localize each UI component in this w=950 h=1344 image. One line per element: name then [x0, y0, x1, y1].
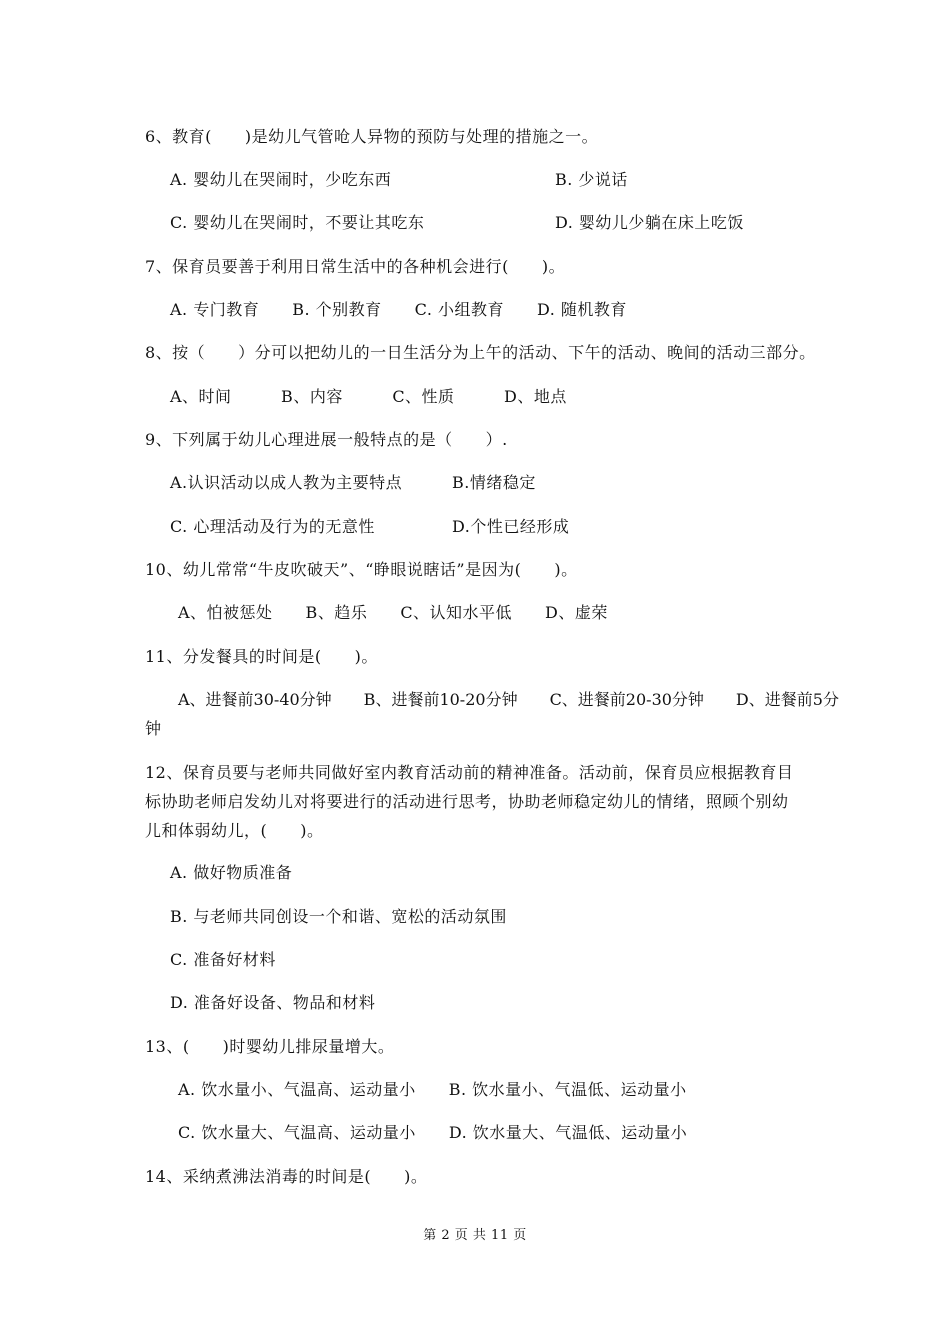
question-13-stem: 13、( )时婴幼儿排尿量增大。 — [145, 1037, 395, 1056]
question-14-stem: 14、采纳煮沸法消毒的时间是( )。 — [145, 1167, 428, 1186]
question-7-stem: 7、保育员要善于利用日常生活中的各种机会进行( )。 — [145, 257, 566, 276]
question-7-options: A. 专门教育 B. 个别教育 C. 小组教育 D. 随机教育 — [170, 300, 627, 319]
question-12-stem-line-2: 标协助老师启发幼儿对将要进行的活动进行思考，协助老师稳定幼儿的情绪，照顾个别幼 — [145, 792, 789, 811]
question-8-options: A、时间 B、内容 C、性质 D、地点 — [170, 387, 567, 406]
question-12-option-c: C. 准备好材料 — [170, 950, 276, 969]
question-9-option-d: D.个性已经形成 — [452, 517, 570, 536]
question-11-options-wrap: 钟 — [145, 719, 162, 738]
question-6-option-a: A. 婴幼儿在哭闹时，少吃东西 — [170, 170, 392, 189]
page-footer: 第 2 页 共 11 页 — [423, 1228, 527, 1243]
question-12-stem-line-3: 儿和体弱幼儿，( )。 — [145, 821, 324, 840]
question-12-option-a: A. 做好物质准备 — [170, 863, 293, 882]
question-9-option-a: A.认识活动以成人教为主要特点 — [170, 473, 403, 492]
question-6-option-d: D. 婴幼儿少躺在床上吃饭 — [555, 213, 744, 232]
question-12-option-b: B. 与老师共同创设一个和谐、宽松的活动氛围 — [170, 907, 507, 926]
question-12-option-d: D. 准备好设备、物品和材料 — [170, 993, 376, 1012]
question-12-stem-line-1: 12、保育员要与老师共同做好室内教育活动前的精神准备。活动前，保育员应根据教育目 — [145, 763, 794, 782]
question-6-option-b: B. 少说话 — [555, 170, 628, 189]
question-6-stem: 6、教育( )是幼儿气管呛人异物的预防与处理的措施之一。 — [145, 127, 599, 146]
question-11-stem: 11、分发餐具的时间是( )。 — [145, 647, 378, 666]
question-8-stem: 8、按（ ）分可以把幼儿的一日生活分为上午的活动、下午的活动、晚间的活动三部分。 — [145, 343, 816, 362]
question-9-option-c: C. 心理活动及行为的无意性 — [170, 517, 375, 536]
question-13-options-cd: C. 饮水量大、气温高、运动量小 D. 饮水量大、气温低、运动量小 — [178, 1123, 688, 1142]
question-9-stem: 9、下列属于幼儿心理进展一般特点的是（ ）. — [145, 430, 508, 449]
question-10-stem: 10、幼儿常常“牛皮吹破天”、“睁眼说瞎话”是因为( )。 — [145, 560, 578, 579]
question-9-option-b: B.情绪稳定 — [452, 473, 536, 492]
question-13-options-ab: A. 饮水量小、气温高、运动量小 B. 饮水量小、气温低、运动量小 — [178, 1080, 687, 1099]
question-6-option-c: C. 婴幼儿在哭闹时，不要让其吃东 — [170, 213, 425, 232]
question-11-options: A、进餐前30-40分钟 B、进餐前10-20分钟 C、进餐前20-30分钟 D、进餐前5分 — [178, 690, 839, 709]
question-10-options: A、怕被惩处 B、趋乐 C、认知水平低 D、虚荣 — [178, 603, 608, 622]
